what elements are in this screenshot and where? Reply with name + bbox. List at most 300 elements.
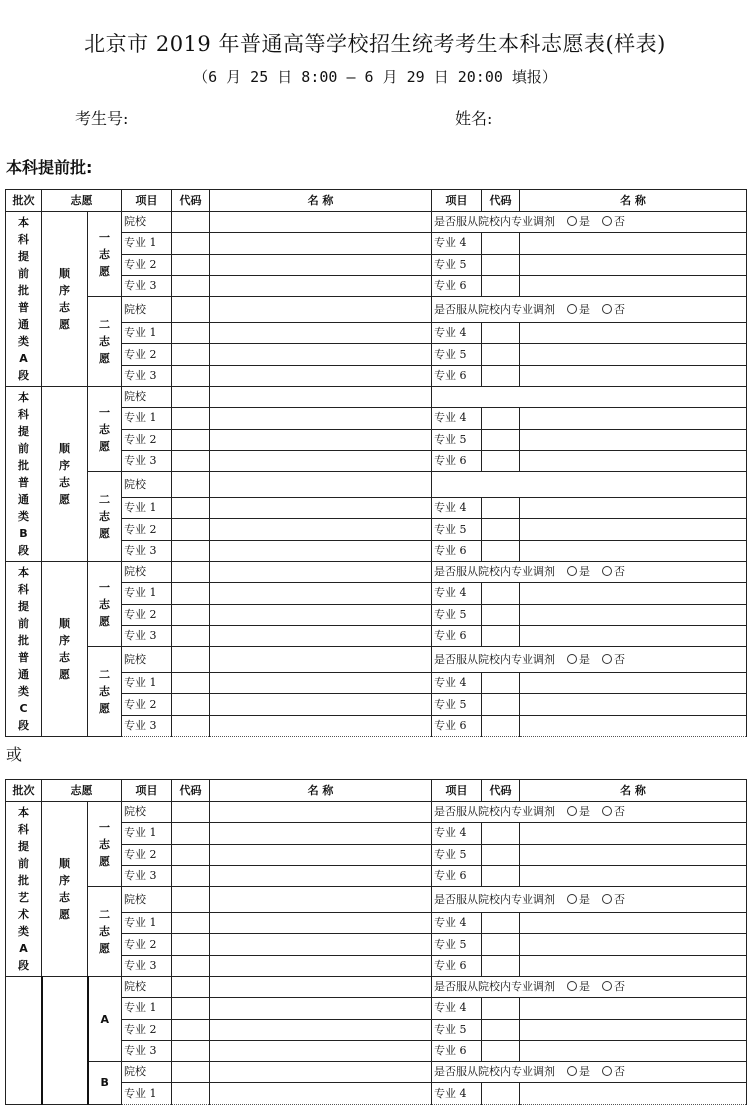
col-name-header-right: 名 称: [520, 780, 747, 802]
first-choice-cell-text: 一志愿: [99, 405, 110, 453]
no-radio[interactable]: [602, 566, 612, 576]
major-label-right: 专业 5: [432, 844, 482, 865]
adjust-cell: [432, 1062, 747, 1083]
school-code-input[interactable]: [172, 647, 210, 673]
yes-label: 是: [579, 892, 590, 906]
major-name-input-right[interactable]: [520, 913, 747, 934]
major-name-input[interactable]: [210, 865, 432, 886]
major-code-input-right[interactable]: [482, 1083, 520, 1104]
yes-radio[interactable]: [567, 566, 577, 576]
major-label: 专业 3: [122, 275, 172, 296]
choice-table-general: [5, 189, 747, 737]
major-label: 专业 3: [122, 540, 172, 561]
major-code-input-right[interactable]: [482, 519, 520, 540]
major-code-input-right[interactable]: [482, 583, 520, 604]
parallel-choice-cell: [42, 977, 88, 1105]
major-label-right: 专业 5: [432, 604, 482, 625]
fill-period: （6 月 25 日 8:00 — 6 月 29 日 20:00 填报）: [193, 68, 557, 86]
major-name-input-right[interactable]: [520, 604, 747, 625]
order-choice-cell-text: 顺序志愿: [59, 857, 70, 921]
col-item-header: 项目: [122, 780, 172, 802]
major-code-input[interactable]: [172, 583, 210, 604]
major-name-input-right[interactable]: [520, 1040, 747, 1061]
order-choice-cell-text: 顺序志愿: [59, 617, 70, 681]
parallel-b-cell: [88, 1062, 122, 1105]
col-item-header-right: 项目: [432, 190, 482, 212]
order-choice-cell-text: 顺序志愿: [59, 442, 70, 506]
major-label-right: 专业 6: [432, 540, 482, 561]
yes-label: 是: [579, 652, 590, 666]
major-label: 专业 1: [122, 1083, 172, 1104]
major-label-right: 专业 6: [432, 365, 482, 386]
first-choice-cell: [88, 802, 122, 887]
major-label-right: 专业 4: [432, 408, 482, 429]
major-name-input[interactable]: [210, 323, 432, 344]
school-name-input[interactable]: [210, 1062, 432, 1083]
batch-cell: [6, 387, 42, 562]
adjust-cell: [432, 647, 747, 673]
col-name-header: 名 称: [210, 190, 432, 212]
order-choice-cell: [42, 802, 88, 977]
no-label: 否: [614, 215, 625, 229]
major-label: 专业 2: [122, 1019, 172, 1040]
first-choice-cell-text: 一志愿: [99, 580, 110, 628]
major-label-right: 专业 5: [432, 934, 482, 955]
section-title: 本科提前批:: [6, 158, 93, 177]
adjust-label: 是否服从院校内专业调剂: [434, 215, 555, 229]
major-code-input-right[interactable]: [482, 498, 520, 519]
major-code-input[interactable]: [172, 998, 210, 1019]
col-code-header-right: 代码: [482, 780, 520, 802]
major-name-input-right[interactable]: [520, 865, 747, 886]
major-name-input-right[interactable]: [520, 233, 747, 254]
major-code-input-right[interactable]: [482, 625, 520, 646]
adjust-label: 是否服从院校内专业调剂: [434, 652, 555, 666]
adjust-cell: [432, 977, 747, 998]
major-label-right: 专业 6: [432, 1040, 482, 1061]
major-code-input[interactable]: [172, 408, 210, 429]
school-code-input[interactable]: [172, 387, 210, 408]
major-label-right: 专业 4: [432, 323, 482, 344]
parallel-b-cell-text: B: [100, 1076, 109, 1090]
major-name-input-right[interactable]: [520, 254, 747, 275]
major-label: 专业 2: [122, 519, 172, 540]
first-choice-cell: [88, 562, 122, 647]
table-row: [6, 647, 747, 673]
col-batch-header: 批次: [6, 190, 42, 212]
adjust-label: 是否服从院校内专业调剂: [434, 302, 555, 316]
major-name-input-right[interactable]: [520, 844, 747, 865]
school-name-input[interactable]: [210, 887, 432, 913]
batch-cell: [6, 562, 42, 737]
major-name-input[interactable]: [210, 1083, 432, 1104]
major-label-right: 专业 5: [432, 694, 482, 715]
major-code-input[interactable]: [172, 1019, 210, 1040]
second-choice-cell: [88, 297, 122, 387]
major-name-input-right[interactable]: [520, 1083, 747, 1104]
batch-cell: [6, 212, 42, 387]
first-choice-cell-text: 一志愿: [99, 230, 110, 278]
major-name-input[interactable]: [210, 604, 432, 625]
major-label-right: 专业 5: [432, 344, 482, 365]
major-label: 专业 1: [122, 823, 172, 844]
school-name-input[interactable]: [210, 802, 432, 823]
table-row: [6, 1062, 747, 1083]
school-code-input[interactable]: [172, 562, 210, 583]
school-code-input[interactable]: [172, 212, 210, 233]
school-code-input[interactable]: [172, 977, 210, 998]
school-label: 院校: [122, 562, 172, 583]
major-label: 专业 1: [122, 998, 172, 1019]
major-name-input[interactable]: [210, 625, 432, 646]
yes-label: 是: [579, 215, 590, 229]
major-label-right: 专业 6: [432, 715, 482, 736]
major-name-input-right[interactable]: [520, 450, 747, 471]
no-label: 否: [614, 302, 625, 316]
major-name-input-right[interactable]: [520, 823, 747, 844]
major-label-right: 专业 4: [432, 498, 482, 519]
no-radio[interactable]: [602, 1066, 612, 1076]
major-label-right: 专业 6: [432, 625, 482, 646]
major-code-input[interactable]: [172, 865, 210, 886]
no-label: 否: [614, 980, 625, 994]
major-code-input[interactable]: [172, 233, 210, 254]
no-label: 否: [614, 805, 625, 819]
major-label-right: 专业 5: [432, 519, 482, 540]
major-label: 专业 2: [122, 934, 172, 955]
second-choice-cell-text: 二志愿: [99, 493, 110, 541]
major-code-input[interactable]: [172, 1040, 210, 1061]
school-label: 院校: [122, 472, 172, 498]
major-code-input-right[interactable]: [482, 450, 520, 471]
table-row: [6, 802, 747, 823]
adjust-label: 是否服从院校内专业调剂: [434, 805, 555, 819]
major-name-input-right[interactable]: [520, 540, 747, 561]
major-label: 专业 2: [122, 844, 172, 865]
no-label: 否: [614, 1065, 625, 1079]
major-name-input[interactable]: [210, 998, 432, 1019]
yes-label: 是: [579, 1065, 590, 1079]
major-name-input[interactable]: [210, 498, 432, 519]
col-batch-header: 批次: [6, 780, 42, 802]
no-label: 否: [614, 892, 625, 906]
major-code-input-right[interactable]: [482, 429, 520, 450]
major-code-input-right[interactable]: [482, 275, 520, 296]
major-label: 专业 1: [122, 233, 172, 254]
school-code-input[interactable]: [172, 802, 210, 823]
school-label: 院校: [122, 647, 172, 673]
major-code-input[interactable]: [172, 275, 210, 296]
adjust-cell[interactable]: [432, 387, 747, 408]
adjust-cell: [432, 212, 747, 233]
major-label-right: 专业 4: [432, 823, 482, 844]
yes-radio[interactable]: [567, 216, 577, 226]
col-code-header: 代码: [172, 780, 210, 802]
adjust-cell[interactable]: [432, 472, 747, 498]
order-choice-cell: [42, 387, 88, 562]
major-name-input[interactable]: [210, 673, 432, 694]
table-row: [6, 472, 747, 498]
major-label-right: 专业 5: [432, 429, 482, 450]
major-code-input-right[interactable]: [482, 1040, 520, 1061]
major-name-input[interactable]: [210, 519, 432, 540]
major-code-input[interactable]: [172, 323, 210, 344]
major-name-input[interactable]: [210, 955, 432, 976]
second-choice-cell-text: 二志愿: [99, 668, 110, 716]
major-name-input[interactable]: [210, 823, 432, 844]
no-radio[interactable]: [602, 654, 612, 664]
name-label: 姓名:: [455, 109, 493, 128]
major-label: 专业 1: [122, 498, 172, 519]
major-name-input[interactable]: [210, 275, 432, 296]
table-row: [6, 887, 747, 913]
major-code-input[interactable]: [172, 604, 210, 625]
school-name-input[interactable]: [210, 647, 432, 673]
major-name-input-right[interactable]: [520, 519, 747, 540]
school-code-input[interactable]: [172, 472, 210, 498]
major-name-input-right[interactable]: [520, 625, 747, 646]
major-code-input[interactable]: [172, 955, 210, 976]
yes-label: 是: [579, 565, 590, 579]
major-code-input[interactable]: [172, 715, 210, 736]
school-label: 院校: [122, 977, 172, 998]
major-code-input[interactable]: [172, 254, 210, 275]
major-code-input[interactable]: [172, 823, 210, 844]
major-name-input[interactable]: [210, 254, 432, 275]
adjust-cell: [432, 562, 747, 583]
major-code-input-right[interactable]: [482, 1019, 520, 1040]
second-choice-cell-text: 二志愿: [99, 318, 110, 366]
major-name-input[interactable]: [210, 934, 432, 955]
yes-radio[interactable]: [567, 1066, 577, 1076]
yes-label: 是: [579, 805, 590, 819]
school-name-input[interactable]: [210, 387, 432, 408]
major-label: 专业 2: [122, 429, 172, 450]
major-name-input-right[interactable]: [520, 998, 747, 1019]
adjust-cell: [432, 297, 747, 323]
major-code-input[interactable]: [172, 540, 210, 561]
major-name-input-right[interactable]: [520, 955, 747, 976]
school-name-input[interactable]: [210, 472, 432, 498]
header-row: [6, 780, 747, 802]
batch-cell-text: 本科提前批艺术类A段: [18, 806, 29, 972]
major-label: 专业 2: [122, 254, 172, 275]
major-name-input-right[interactable]: [520, 429, 747, 450]
major-code-input-right[interactable]: [482, 934, 520, 955]
choice-table-art: [5, 779, 747, 1105]
order-choice-cell: [42, 562, 88, 737]
major-name-input[interactable]: [210, 344, 432, 365]
major-code-input-right[interactable]: [482, 913, 520, 934]
col-item-header: 项目: [122, 190, 172, 212]
major-name-input[interactable]: [210, 540, 432, 561]
major-code-input-right[interactable]: [482, 408, 520, 429]
major-name-input[interactable]: [210, 233, 432, 254]
col-item-header-right: 项目: [432, 780, 482, 802]
order-choice-cell: [42, 212, 88, 387]
school-code-input[interactable]: [172, 1062, 210, 1083]
no-radio[interactable]: [602, 806, 612, 816]
major-name-input-right[interactable]: [520, 365, 747, 386]
school-label: 院校: [122, 387, 172, 408]
major-label-right: 专业 4: [432, 998, 482, 1019]
batch-cell: [6, 802, 42, 977]
adjust-cell: [432, 887, 747, 913]
major-label: 专业 2: [122, 694, 172, 715]
major-code-input-right[interactable]: [482, 715, 520, 736]
school-label: 院校: [122, 1062, 172, 1083]
batch-cell: [6, 977, 42, 1105]
major-label-right: 专业 4: [432, 1083, 482, 1104]
school-label: 院校: [122, 212, 172, 233]
major-code-input[interactable]: [172, 1083, 210, 1104]
major-code-input[interactable]: [172, 365, 210, 386]
no-radio[interactable]: [602, 894, 612, 904]
parallel-a-cell-text: A: [100, 1012, 109, 1026]
major-label: 专业 3: [122, 715, 172, 736]
major-label-right: 专业 5: [432, 1019, 482, 1040]
major-name-input-right[interactable]: [520, 498, 747, 519]
major-label-right: 专业 6: [432, 450, 482, 471]
major-label-right: 专业 4: [432, 233, 482, 254]
yes-radio[interactable]: [567, 894, 577, 904]
major-label: 专业 2: [122, 344, 172, 365]
major-label: 专业 1: [122, 913, 172, 934]
major-code-input-right[interactable]: [482, 998, 520, 1019]
major-label-right: 专业 4: [432, 583, 482, 604]
major-code-input[interactable]: [172, 429, 210, 450]
major-name-input-right[interactable]: [520, 408, 747, 429]
second-choice-cell: [88, 647, 122, 737]
major-label-right: 专业 6: [432, 865, 482, 886]
exam-number-label: 考生号:: [75, 109, 129, 128]
major-name-input[interactable]: [210, 913, 432, 934]
major-label: 专业 3: [122, 1040, 172, 1061]
major-name-input-right[interactable]: [520, 583, 747, 604]
major-name-input[interactable]: [210, 450, 432, 471]
school-name-input[interactable]: [210, 562, 432, 583]
major-code-input[interactable]: [172, 934, 210, 955]
yes-radio[interactable]: [567, 981, 577, 991]
first-choice-cell: [88, 212, 122, 297]
second-choice-cell: [88, 887, 122, 977]
no-label: 否: [614, 565, 625, 579]
major-code-input-right[interactable]: [482, 323, 520, 344]
major-code-input[interactable]: [172, 844, 210, 865]
major-code-input[interactable]: [172, 694, 210, 715]
batch-cell-text: 本科提前批普通类C段: [18, 566, 29, 732]
table-row: [6, 212, 747, 233]
second-choice-cell-text: 二志愿: [99, 908, 110, 956]
major-code-input-right[interactable]: [482, 844, 520, 865]
major-label: 专业 1: [122, 583, 172, 604]
school-label: 院校: [122, 802, 172, 823]
school-label: 院校: [122, 887, 172, 913]
major-name-input[interactable]: [210, 844, 432, 865]
or-separator: 或: [6, 745, 23, 764]
major-code-input[interactable]: [172, 498, 210, 519]
major-label-right: 专业 5: [432, 254, 482, 275]
major-code-input-right[interactable]: [482, 344, 520, 365]
major-name-input[interactable]: [210, 408, 432, 429]
table-row: [6, 387, 747, 408]
major-name-input[interactable]: [210, 694, 432, 715]
major-name-input[interactable]: [210, 715, 432, 736]
major-name-input[interactable]: [210, 365, 432, 386]
no-label: 否: [614, 652, 625, 666]
yes-radio[interactable]: [567, 304, 577, 314]
major-code-input[interactable]: [172, 913, 210, 934]
school-label: 院校: [122, 297, 172, 323]
header-row: [6, 190, 747, 212]
adjust-label: 是否服从院校内专业调剂: [434, 1065, 555, 1079]
major-code-input-right[interactable]: [482, 233, 520, 254]
school-code-input[interactable]: [172, 297, 210, 323]
major-name-input-right[interactable]: [520, 1019, 747, 1040]
col-choice-header: 志愿: [42, 190, 122, 212]
major-label-right: 专业 6: [432, 955, 482, 976]
school-name-input[interactable]: [210, 212, 432, 233]
major-label: 专业 3: [122, 865, 172, 886]
major-name-input-right[interactable]: [520, 934, 747, 955]
major-code-input-right[interactable]: [482, 254, 520, 275]
major-code-input-right[interactable]: [482, 823, 520, 844]
major-name-input-right[interactable]: [520, 323, 747, 344]
major-name-input[interactable]: [210, 583, 432, 604]
school-name-input[interactable]: [210, 977, 432, 998]
col-name-header: 名 称: [210, 780, 432, 802]
major-name-input[interactable]: [210, 1019, 432, 1040]
yes-label: 是: [579, 980, 590, 994]
major-code-input[interactable]: [172, 625, 210, 646]
yes-radio[interactable]: [567, 654, 577, 664]
batch-cell-text: 本科提前批普通类B段: [18, 391, 29, 557]
major-name-input[interactable]: [210, 1040, 432, 1061]
major-name-input-right[interactable]: [520, 344, 747, 365]
major-label: 专业 3: [122, 955, 172, 976]
major-name-input-right[interactable]: [520, 694, 747, 715]
major-code-input-right[interactable]: [482, 604, 520, 625]
major-code-input-right[interactable]: [482, 865, 520, 886]
no-radio[interactable]: [602, 981, 612, 991]
major-code-input[interactable]: [172, 344, 210, 365]
major-code-input[interactable]: [172, 450, 210, 471]
school-code-input[interactable]: [172, 887, 210, 913]
major-code-input[interactable]: [172, 519, 210, 540]
major-label-right: 专业 4: [432, 673, 482, 694]
major-code-input-right[interactable]: [482, 365, 520, 386]
major-code-input-right[interactable]: [482, 673, 520, 694]
major-name-input-right[interactable]: [520, 275, 747, 296]
major-code-input-right[interactable]: [482, 540, 520, 561]
major-label: 专业 3: [122, 450, 172, 471]
major-label: 专业 1: [122, 673, 172, 694]
major-code-input-right[interactable]: [482, 955, 520, 976]
parallel-a-cell: [88, 977, 122, 1062]
yes-radio[interactable]: [567, 806, 577, 816]
major-name-input[interactable]: [210, 429, 432, 450]
major-name-input-right[interactable]: [520, 715, 747, 736]
first-choice-cell: [88, 387, 122, 472]
major-code-input-right[interactable]: [482, 694, 520, 715]
table-row: [6, 562, 747, 583]
major-name-input-right[interactable]: [520, 673, 747, 694]
school-name-input[interactable]: [210, 297, 432, 323]
major-code-input[interactable]: [172, 673, 210, 694]
no-radio[interactable]: [602, 304, 612, 314]
no-radio[interactable]: [602, 216, 612, 226]
first-choice-cell-text: 一志愿: [99, 820, 110, 868]
